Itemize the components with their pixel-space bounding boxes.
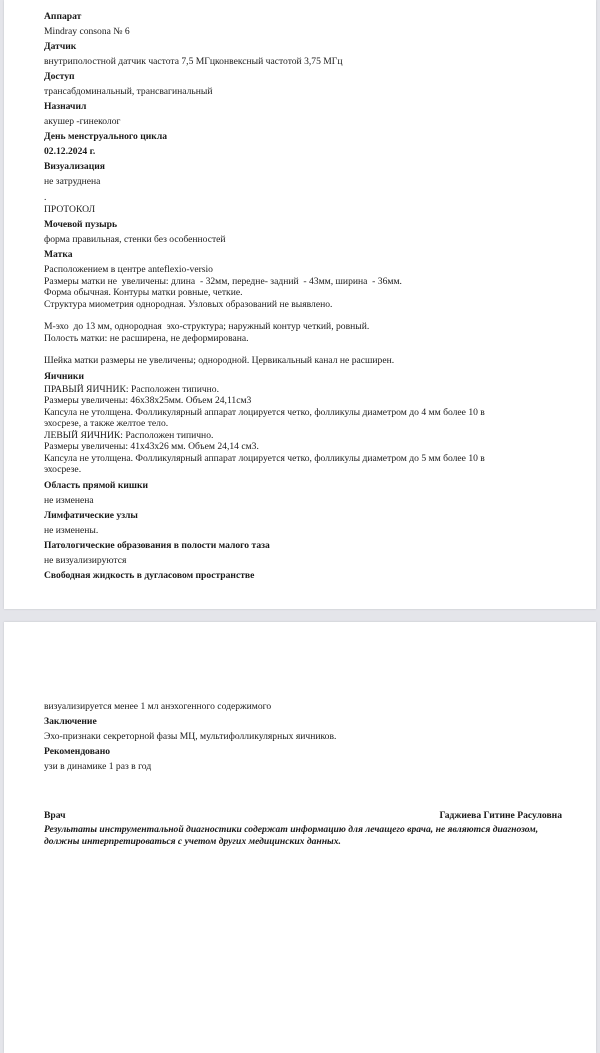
rectum-label: Область прямой кишки xyxy=(44,479,149,491)
ovaries-line: ПРАВЫЙ ЯИЧНИК: Расположен типично. xyxy=(44,383,219,395)
ovaries-line: эхосрезе. xyxy=(44,464,82,475)
visualization-value: не затруднена xyxy=(44,176,101,187)
ovaries-line: Размеры увеличены: 41х43х26 мм. Объем 24,14 см3. xyxy=(44,441,259,452)
doctor-name: Гаджиева Гитине Расуловна xyxy=(439,810,562,821)
uterus-line: Размеры матки не увеличены: длина - 32мм, передне- задний - 43мм, ширина - 36мм. xyxy=(44,275,402,287)
cervix-line: Шейка матки размеры не увеличены; однородной. Цервикальный канал не расширен. xyxy=(44,355,395,366)
endometrium-line: Полость матки: не расширена, не деформирована. xyxy=(44,332,249,344)
access-value: трансабдоминальный, трансвагинальный xyxy=(44,86,213,97)
uterus-section xyxy=(44,264,556,310)
pathology-label: Патологические образования в полости малого таза xyxy=(44,539,270,551)
protocol-title: ПРОТОКОЛ xyxy=(44,204,96,215)
signature-row xyxy=(44,810,562,822)
recommendation-label: Рекомендовано xyxy=(44,746,111,757)
bladder-value: форма правильная, стенки без особенностей xyxy=(44,234,226,245)
cycle-value: 02.12.2024 г. xyxy=(44,146,96,157)
endometrium-section xyxy=(44,321,556,344)
ovaries-label: Яичники xyxy=(44,370,84,382)
lymph-value: не изменены. xyxy=(44,524,99,536)
apparatus-value: Mindray consona № 6 xyxy=(44,26,130,37)
conclusion-value: Эхо-признаки секреторной фазы МЦ, мультифолликулярных яичников. xyxy=(44,731,337,742)
ovaries-line: Размеры увеличены: 46х38х25мм. Объем 24,11см3 xyxy=(44,395,252,406)
uterus-label: Матка xyxy=(44,249,73,260)
free-fluid-label: Свободная жидкость в дугласовом пространстве xyxy=(44,569,255,581)
rectum-value: не изменена xyxy=(44,494,94,506)
ovaries-line: Капсула не утолщена. Фолликулярный аппарат лоцируется четко, фолликулы диаметром до 5 мм более 10 в xyxy=(44,452,485,464)
cycle-label: День менструального цикла xyxy=(44,131,167,142)
pathology-value: не визуализируются xyxy=(44,554,127,566)
bladder-label: Мочевой пузырь xyxy=(44,219,118,230)
disclaimer: Результаты инструментальной диагностики содержат информацию для лечащего врача, не являются диагнозом, должны интерпретироваться с учетом других медицинских данных. xyxy=(44,824,539,847)
uterus-line: Структура миометрия однородная. Узловых образований не выявлено. xyxy=(44,298,333,310)
recommendation-value: узи в динамике 1 раз в год xyxy=(44,761,152,772)
ovaries-line: эхосрезе, а также желтое тело. xyxy=(44,418,169,429)
sensor-value: внутриполостной датчик частота 7,5 МГцконвексный частотой 3,75 МГц xyxy=(44,56,343,67)
assigned-value: акушер -гинеколог xyxy=(44,116,121,127)
uterus-line: Расположением в центре anteflexio-versio xyxy=(44,264,213,275)
visualization-label: Визуализация xyxy=(44,161,105,172)
separator-dot: . xyxy=(44,192,47,203)
endometrium-line: М-эхо до 13 мм, однородная эхо-структура; наружный контур четкий, ровный. xyxy=(44,321,370,332)
uterus-line: Форма обычная. Контуры матки ровные, четкие. xyxy=(44,287,243,298)
report-page-1 xyxy=(4,0,596,609)
sensor-label: Датчик xyxy=(44,41,77,52)
assigned-label: Назначил xyxy=(44,101,87,112)
ovaries-line: ЛЕВЫЙ ЯИЧНИК: Расположен типично. xyxy=(44,429,214,441)
ovaries-section xyxy=(44,384,556,476)
apparatus-label: Аппарат xyxy=(44,11,82,22)
access-label: Доступ xyxy=(44,71,75,82)
doctor-label: Врач xyxy=(44,810,66,821)
free-fluid-value: визуализируется менее 1 мл анэхогенного содержимого xyxy=(44,701,272,712)
conclusion-label: Заключение xyxy=(44,716,97,727)
ovaries-line: Капсула не утолщена. Фолликулярный аппарат лоцируется четко, фолликулы диаметром до 4 мм более 10 в xyxy=(44,406,485,418)
lymph-label: Лимфатические узлы xyxy=(44,509,138,521)
report-page-2 xyxy=(4,622,596,1053)
